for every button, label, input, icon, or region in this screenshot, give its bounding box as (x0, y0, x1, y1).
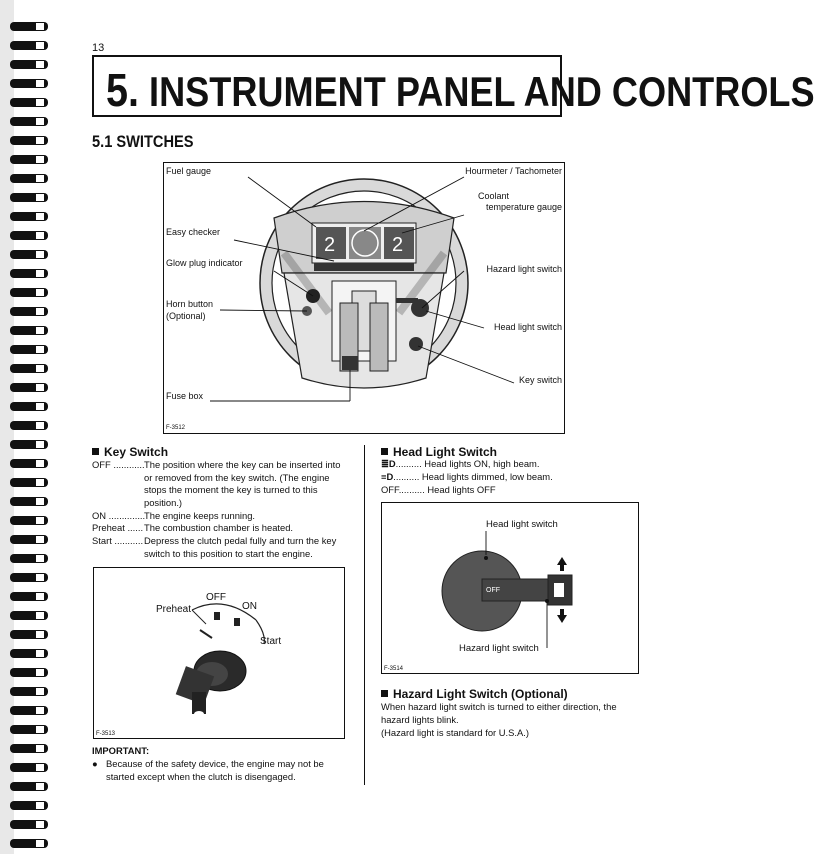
head-light-heading: Head Light Switch (381, 445, 497, 459)
head-light-figure-number: F-3514 (384, 666, 404, 672)
label-fuel-gauge: Fuel gauge (166, 166, 212, 176)
svg-text:2: 2 (392, 234, 404, 256)
hazard-line-3: (Hazard light is standard for U.S.A.) (381, 727, 529, 738)
column-divider (364, 445, 365, 785)
label-horn-1: Horn button (166, 299, 214, 309)
label-hazard-light-switch: Hazard light switch (459, 643, 539, 654)
key-switch-figure (93, 567, 345, 739)
label-glow-plug: Glow plug indicator (166, 258, 243, 268)
chapter-title-text: INSTRUMENT PANEL AND CONTROLS (149, 68, 815, 115)
instrument-panel-figure (163, 162, 565, 434)
label-head-light-switch: Head light switch (486, 519, 558, 530)
page-number: 13 (92, 42, 105, 54)
important-bullet: ● (92, 758, 98, 769)
important-line-1: Because of the safety device, the engine may not be (106, 758, 324, 769)
figure-number: F-3512 (166, 425, 186, 431)
hazard-heading: Hazard Light Switch (Optional) (381, 687, 568, 701)
key-switch-heading: Key Switch (92, 445, 168, 459)
label-key-switch: Key switch (518, 375, 562, 385)
label-fuse-box: Fuse box (166, 391, 204, 401)
label-head-light: Head light switch (493, 322, 562, 332)
chapter-title (106, 63, 815, 117)
important-heading: IMPORTANT: (92, 745, 150, 756)
key-label-preheat: Preheat (156, 604, 192, 615)
label-easy-checker: Easy checker (166, 227, 221, 237)
key-label-start: Start (260, 636, 282, 647)
label-hazard: Hazard light switch (486, 264, 562, 274)
spiral-binding (0, 0, 70, 854)
knob-off-text: OFF (486, 587, 500, 594)
svg-text:2: 2 (324, 234, 336, 256)
label-horn-2: (Optional) (166, 311, 206, 321)
label-coolant-2: temperature gauge (485, 202, 562, 212)
label-coolant-1: Coolant (478, 191, 510, 201)
section-title: 5.1 SWITCHES (92, 132, 194, 151)
head-light-figure (381, 502, 639, 674)
head-light-high: ≣D.......... Head lights ON, high beam. (381, 458, 540, 469)
head-light-off: OFF.......... Head lights OFF (381, 484, 496, 495)
important-line-2: started except when the clutch is disengaged. (106, 771, 296, 782)
hazard-line-1: When hazard light switch is turned to either direction, the (381, 701, 617, 712)
head-light-low: ≡D.......... Head lights dimmed, low beam. (381, 471, 553, 482)
chapter-header (92, 55, 815, 117)
key-figure-number: F-3513 (96, 731, 116, 737)
key-label-on: ON (242, 601, 257, 612)
label-hourmeter: Hourmeter / Tachometer (465, 166, 562, 176)
chapter-number: 5. (106, 64, 140, 116)
high-beam-icon: ≣D (381, 458, 396, 469)
hazard-line-2: hazard lights blink. (381, 714, 459, 725)
key-label-off: OFF (206, 592, 226, 603)
low-beam-icon: ≡D (381, 471, 394, 482)
